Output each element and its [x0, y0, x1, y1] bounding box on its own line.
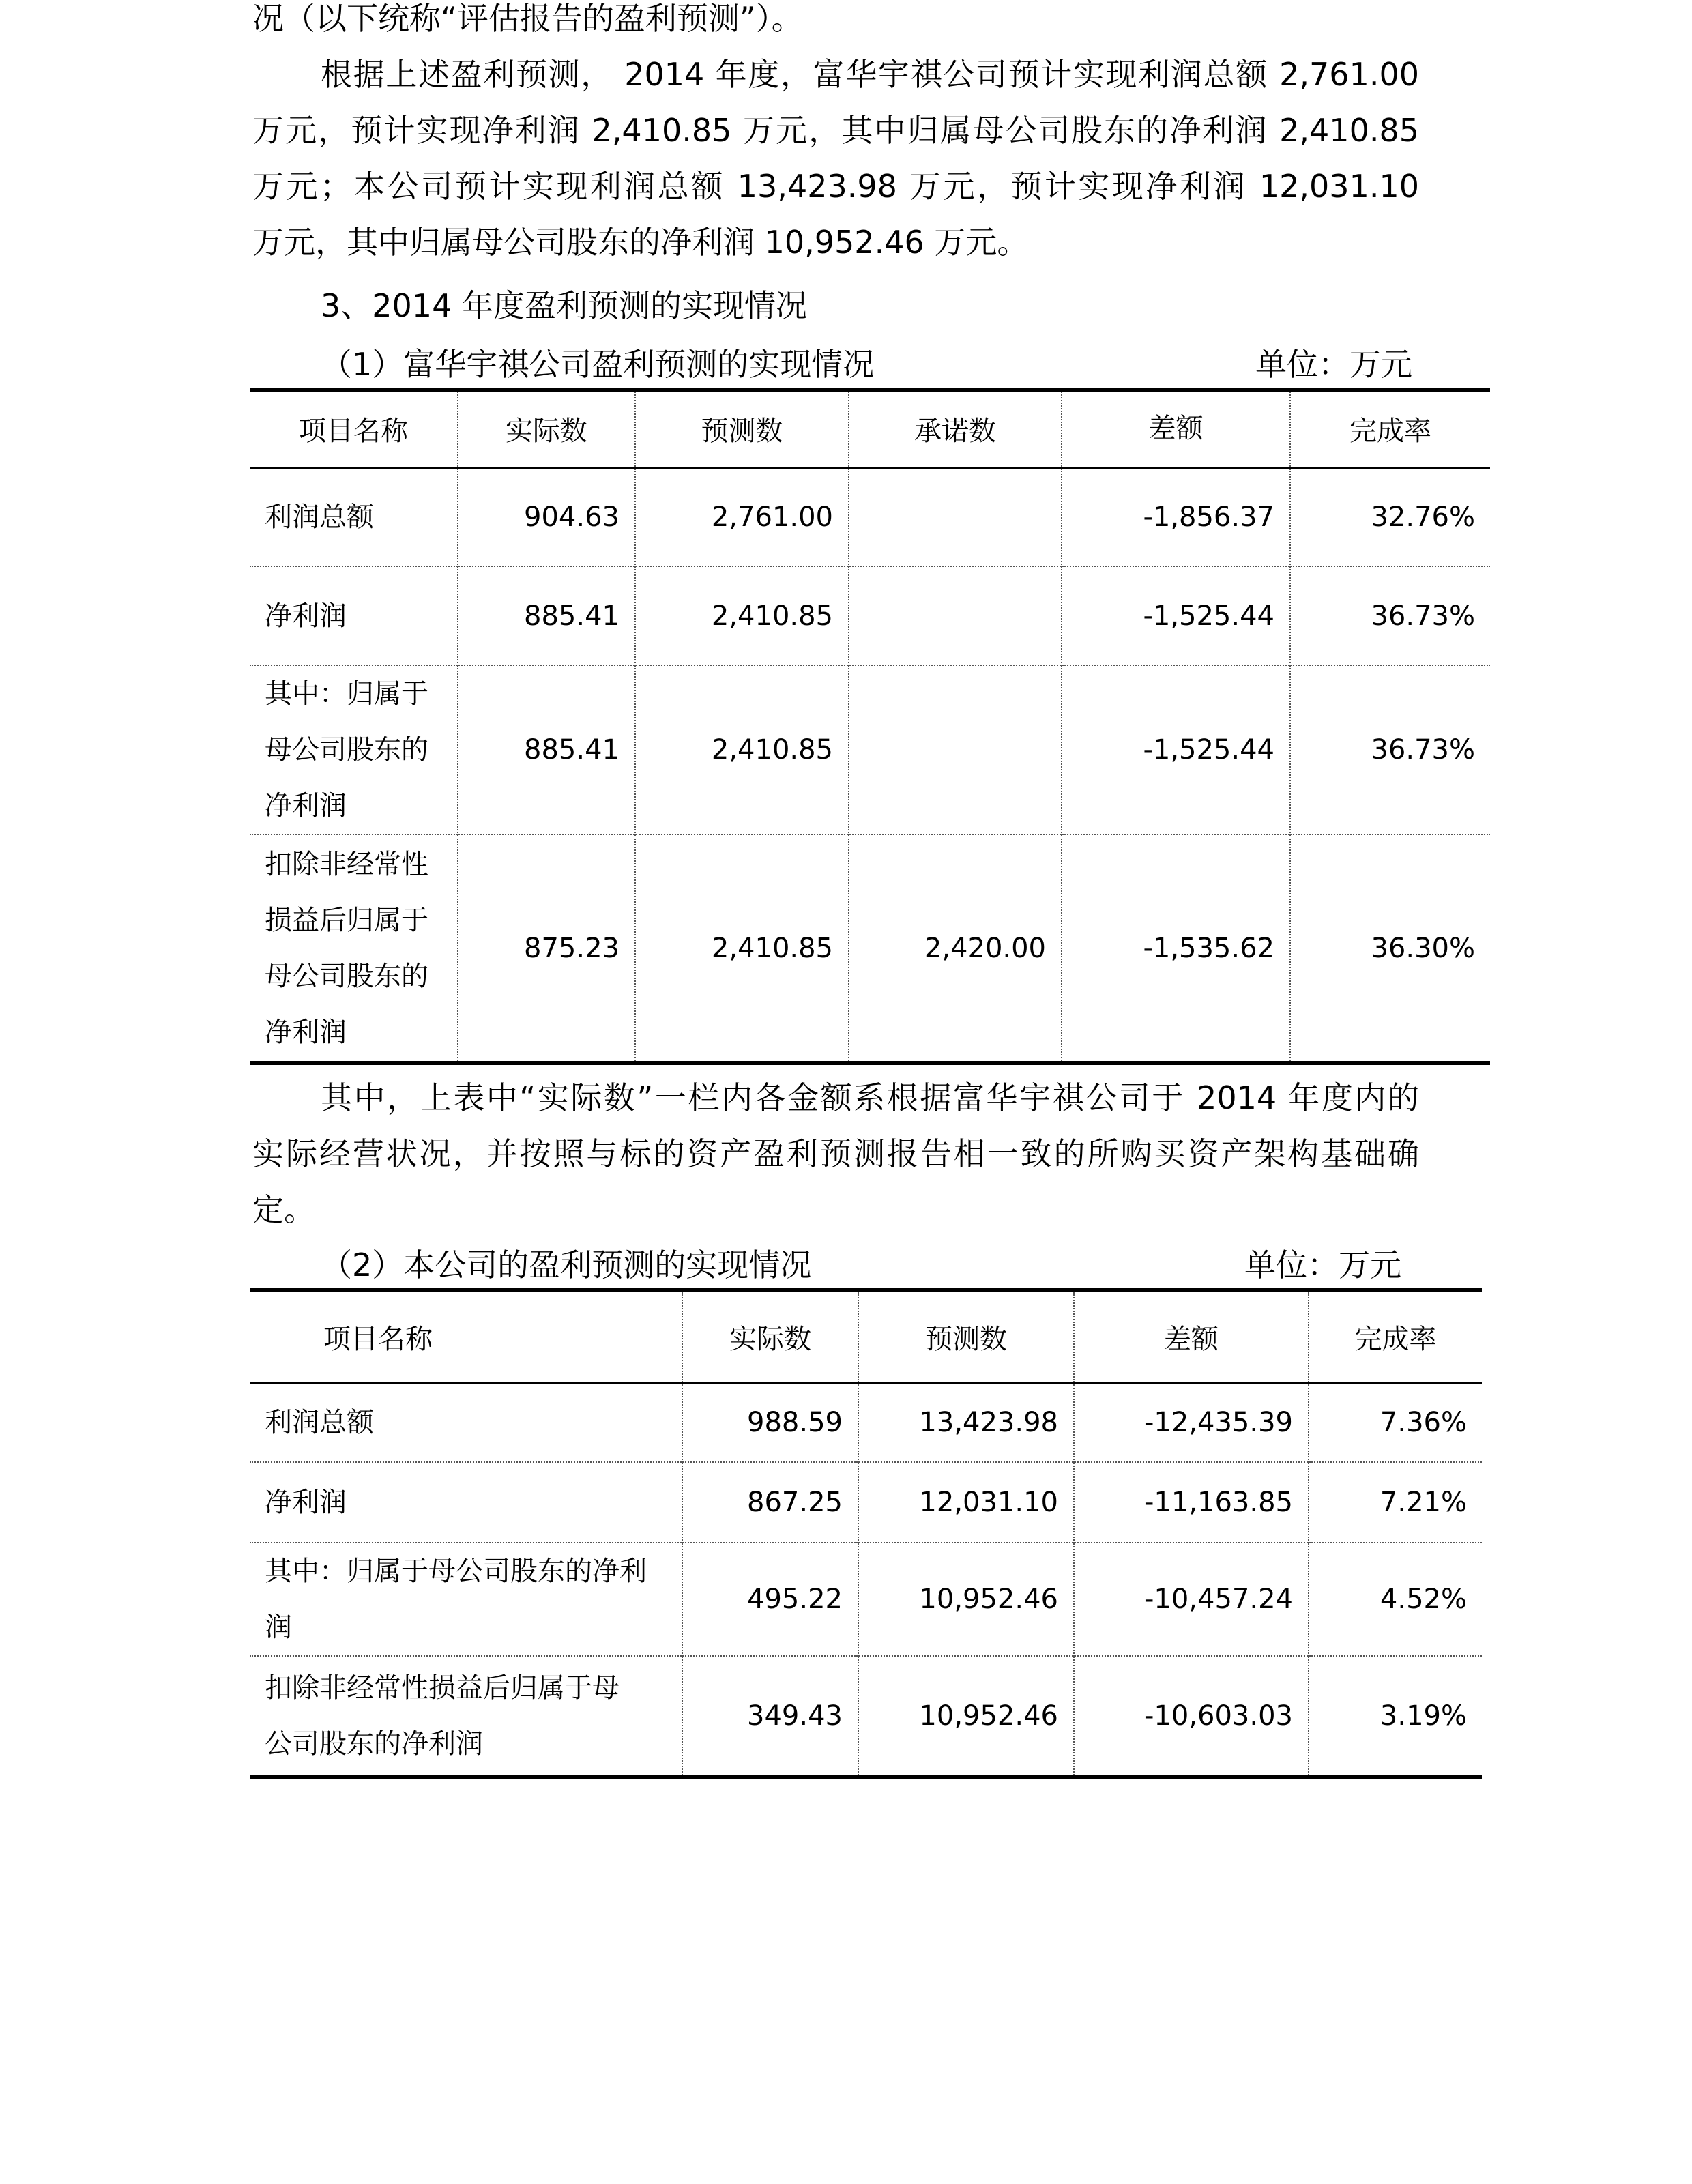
table2-row-name-line: 润: [265, 1612, 292, 1643]
table2-caption: （2）本公司的盈利预测的实现情况: [321, 1247, 812, 1283]
table2-header-row: [250, 1290, 1482, 1383]
table2-row-name-line: 扣除非经常性损益后归属于母: [265, 1672, 619, 1704]
table-row: [250, 566, 1490, 665]
table1-cell-actual: 885.41: [458, 566, 635, 665]
table2-cell-forecast: 12,031.10: [858, 1462, 1074, 1543]
table1-cell-diff: -1,525.44: [1062, 665, 1290, 834]
table2-row-name-line: 其中：归属于母公司股东的净利: [265, 1556, 647, 1587]
table-row: [250, 1383, 1482, 1462]
table2-cell-rate: 3.19%: [1309, 1656, 1482, 1777]
table1-cell-forecast: 2,410.85: [635, 566, 849, 665]
table1-cell-rate: 36.73%: [1290, 665, 1490, 834]
table1-header-actual: 实际数: [458, 390, 635, 467]
table-row: [250, 834, 1490, 1063]
table2-cell-diff: -10,457.24: [1074, 1543, 1309, 1656]
table1-row-name-line: 母公司股东的: [265, 960, 428, 992]
table2-cell-actual: 867.25: [682, 1462, 858, 1543]
table-row: [250, 467, 1490, 566]
table2-header-rate: 完成率: [1309, 1290, 1482, 1383]
section-heading: 3、2014 年度盈利预测的实现情况: [321, 287, 807, 324]
table2-cell-rate: 7.36%: [1309, 1383, 1482, 1462]
note-paragraph: [252, 1070, 1419, 1238]
table1-cell-diff: -1,535.62: [1062, 834, 1290, 1063]
table1-cell-actual: 904.63: [458, 467, 635, 566]
table1-row-name-line: 扣除非经常性: [265, 848, 428, 880]
table2-cell-actual: 988.59: [682, 1383, 858, 1462]
table2-row-name-line: 公司股东的净利润: [265, 1728, 483, 1760]
table1-header-item: 项目名称: [299, 416, 408, 448]
table2-row-name: [250, 1656, 682, 1777]
note-line-1: 其中，上表中“实际数”一栏内各金额系根据富华宇祺公司于 2014 年度内的: [321, 1079, 1419, 1116]
table2-header-diff: 差额: [1074, 1290, 1309, 1383]
intro-line-1: 况（以下统称“评估报告的盈利预测”）。: [252, 0, 803, 37]
table2-cell-forecast: 10,952.46: [858, 1656, 1074, 1777]
table2-header-forecast: 预测数: [858, 1290, 1074, 1383]
note-line-2: 实际经营状况，并按照与标的资产盈利预测报告相一致的所购买资产架构基础确: [252, 1135, 1419, 1172]
table1-header-committed: 承诺数: [849, 390, 1062, 467]
table1-header-rate: 完成率: [1290, 390, 1490, 467]
intro-line-2: 根据上述盈利预测， 2014 年度，富华宇祺公司预计实现利润总额 2,761.00: [321, 56, 1419, 93]
table1-row-name: 净利润: [250, 566, 458, 665]
table1-row-name: [250, 834, 458, 1063]
table1-row-name: 利润总额: [250, 467, 458, 566]
note-line-3: 定。: [252, 1191, 315, 1228]
table1-row-name-line: 母公司股东的: [265, 734, 428, 766]
table1-header-diff: 差额: [1062, 390, 1290, 467]
table2-unit: 单位：万元: [1244, 1247, 1401, 1283]
table1-caption: （1）富华宇祺公司盈利预测的实现情况: [321, 346, 875, 383]
table-row: [250, 1462, 1482, 1543]
table2-cell-diff: -11,163.85: [1074, 1462, 1309, 1543]
table-row: [250, 1656, 1482, 1777]
table2-profit-forecast-company: [250, 1288, 1482, 1779]
table1-row-name-line: 净利润: [265, 790, 347, 821]
table1-cell-forecast: 2,410.85: [635, 834, 849, 1063]
table-row: [250, 665, 1490, 834]
table1-row-name-line: 净利润: [265, 1016, 347, 1048]
table2-header-actual: 实际数: [682, 1290, 858, 1383]
table2-row-name: 利润总额: [250, 1383, 682, 1462]
table1-cell-committed: [849, 467, 1062, 566]
table1-cell-committed: 2,420.00: [849, 834, 1062, 1063]
table2-cell-forecast: 10,952.46: [858, 1543, 1074, 1656]
table1-cell-rate: 36.73%: [1290, 566, 1490, 665]
table1-cell-diff: -1,856.37: [1062, 467, 1290, 566]
table-row: [250, 1543, 1482, 1656]
table1-cell-rate: 32.76%: [1290, 467, 1490, 566]
table2-cell-actual: 495.22: [682, 1543, 858, 1656]
table1-cell-forecast: 2,761.00: [635, 467, 849, 566]
table1-profit-forecast-subsidiary: [250, 388, 1490, 1065]
table1-cell-committed: [849, 665, 1062, 834]
table1-unit: 单位：万元: [1255, 346, 1412, 383]
table2-cell-forecast: 13,423.98: [858, 1383, 1074, 1462]
table1-cell-actual: 875.23: [458, 834, 635, 1063]
table1-cell-forecast: 2,410.85: [635, 665, 849, 834]
table1-cell-rate: 36.30%: [1290, 834, 1490, 1063]
intro-line-3: 万元，预计实现净利润 2,410.85 万元，其中归属母公司股东的净利润 2,410.85: [252, 112, 1419, 149]
table1-cell-diff: -1,525.44: [1062, 566, 1290, 665]
table2-cell-diff: -10,603.03: [1074, 1656, 1309, 1777]
table1-row-name-line: 损益后归属于: [265, 904, 428, 936]
table2-cell-actual: 349.43: [682, 1656, 858, 1777]
table1-header-row: [250, 390, 1490, 467]
table2-row-name: 净利润: [250, 1462, 682, 1543]
table1-header-forecast: 预测数: [635, 390, 849, 467]
intro-line-4: 万元；本公司预计实现利润总额 13,423.98 万元，预计实现净利润 12,031.10: [252, 168, 1419, 205]
table1-row-name-line: 其中：归属于: [265, 678, 428, 710]
table1-cell-actual: 885.41: [458, 665, 635, 834]
table2-cell-diff: -12,435.39: [1074, 1383, 1309, 1462]
table2-header-item: 项目名称: [323, 1324, 433, 1356]
table2-cell-rate: 7.21%: [1309, 1462, 1482, 1543]
table2-cell-rate: 4.52%: [1309, 1543, 1482, 1656]
table1-cell-committed: [849, 566, 1062, 665]
table1-row-name: [250, 665, 458, 834]
intro-paragraph: [252, 0, 1419, 270]
intro-line-5: 万元，其中归属母公司股东的净利润 10,952.46 万元。: [252, 224, 1029, 261]
table2-row-name: [250, 1543, 682, 1656]
